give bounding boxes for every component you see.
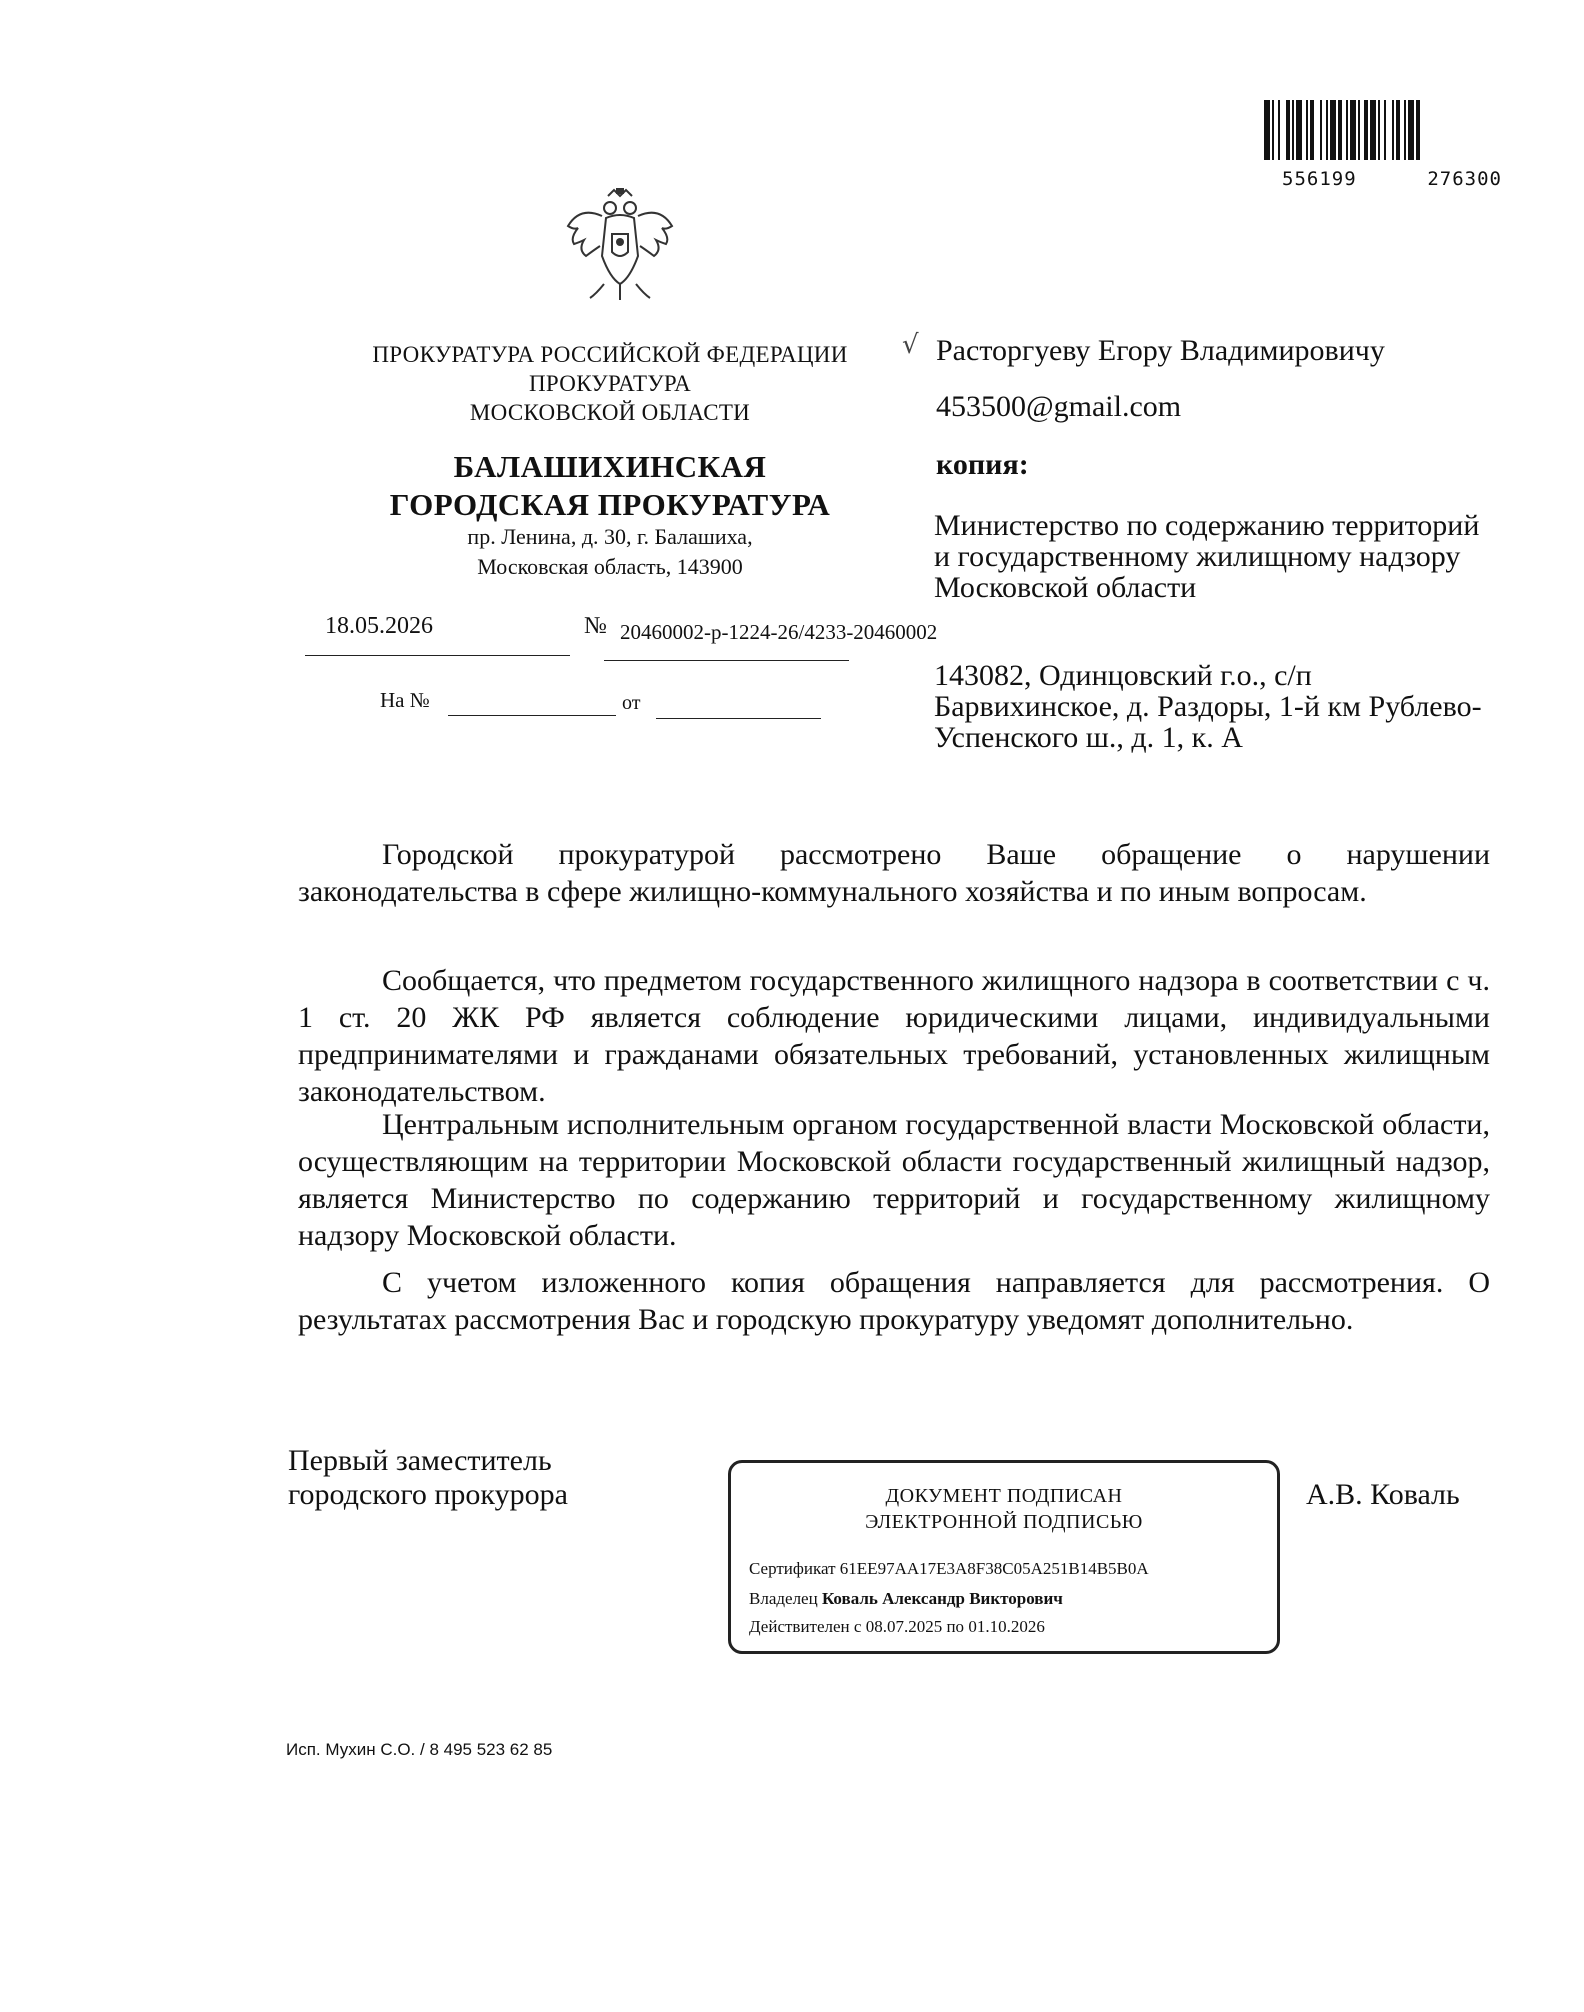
barcode-bar — [1272, 100, 1274, 160]
valid-to-label: по — [946, 1617, 965, 1636]
body-paragraph-3: Центральным исполнительным органом государственной власти Московской области, осуществляющим на территории Московской области государственный жилищный надзор, является Министерство по содержанию территорий и государственному жилищному надзору Московской области. — [298, 1108, 1490, 1252]
barcode-bar — [1338, 100, 1342, 160]
barcode-bar — [1296, 100, 1302, 160]
document-number: 20460002-р-1224-26/4233-20460002 — [620, 620, 938, 644]
barcode-bar — [1408, 100, 1414, 160]
barcode-bar — [1350, 100, 1356, 160]
barcode-bar — [1346, 100, 1348, 160]
barcode-numbers — [1282, 168, 1502, 190]
copy-label: копия: — [936, 448, 1029, 481]
org-name-line-2: ГОРОДСКАЯ ПРОКУРАТУРА — [389, 487, 831, 522]
copy-organization: Министерство по содержанию территорий и государственному жилищному надзору Московской области — [934, 509, 1480, 604]
valid-from: 08.07.2025 — [865, 1617, 943, 1636]
barcode-bar — [1378, 100, 1380, 160]
ot-blank-line — [656, 718, 821, 719]
org-address-line-1: пр. Ленина, д. 30, г. Балашиха, — [467, 524, 753, 549]
barcode-bar — [1358, 100, 1360, 160]
certificate-value: 61EE97AA17E3A8F38C05A251B14B5B0A — [839, 1559, 1149, 1578]
barcode-bar — [1326, 100, 1328, 160]
org-line-2: ПРОКУРАТУРА — [529, 371, 691, 396]
barcode-bar — [1310, 100, 1314, 160]
owner-value: Коваль Александр Викторович — [821, 1589, 1063, 1608]
barcode-bar — [1320, 100, 1322, 160]
owner-label: Владелец — [749, 1589, 818, 1608]
na-label: На № — [380, 688, 430, 712]
executor-info: Исп. Мухин С.О. / 8 495 523 62 85 — [286, 1740, 553, 1759]
electronic-signature-stamp — [728, 1460, 1280, 1654]
signatory-title-line-1: Первый заместитель — [288, 1444, 552, 1477]
org-address-line-2: Московская область, 143900 — [477, 554, 743, 579]
barcode-left-number: 556199 — [1282, 168, 1357, 190]
barcode-bar — [1306, 100, 1308, 160]
barcode-bar — [1384, 100, 1386, 160]
signatory-title-line-2: городского прокурора — [288, 1478, 568, 1511]
na-blank-line — [448, 715, 616, 716]
barcode-right-number: 276300 — [1427, 168, 1502, 190]
stamp-heading-2: ЭЛЕКТРОННОЙ ПОДПИСЬЮ — [865, 1511, 1143, 1533]
org-line-1: ПРОКУРАТУРА РОССИЙСКОЙ ФЕДЕРАЦИИ — [372, 342, 848, 367]
barcode-bar — [1330, 100, 1336, 160]
barcode-bar — [1286, 100, 1290, 160]
stamp-heading-1: ДОКУМЕНТ ПОДПИСАН — [885, 1485, 1123, 1507]
body-paragraph-4: С учетом изложенного копия обращения направляется для рассмотрения. О результатах рассмотрения Вас и городскую прокуратуру уведомят дополнительно. — [298, 1266, 1490, 1336]
recipient-email: 453500@gmail.com — [936, 390, 1182, 423]
signatory-name: А.В. Коваль — [1306, 1478, 1460, 1511]
stamp-certificate — [749, 1559, 1149, 1579]
recipient-name: Расторгуеву Егору Владимировичу — [936, 334, 1385, 367]
certificate-label: Сертификат — [749, 1559, 836, 1578]
org-name-line-1: БАЛАШИХИНСКАЯ — [453, 449, 767, 484]
stamp-owner — [749, 1589, 1063, 1609]
barcode-bar — [1370, 100, 1376, 160]
barcode-bar — [1404, 100, 1406, 160]
barcode-bar — [1364, 100, 1368, 160]
org-line-3: МОСКОВСКОЙ ОБЛАСТИ — [469, 400, 751, 425]
barcode-bar — [1264, 100, 1270, 160]
check-mark-icon: √ — [902, 330, 919, 360]
barcode-bar — [1392, 100, 1394, 160]
signatory-title — [288, 1444, 568, 1512]
body-paragraph-2: Сообщается, что предметом государственного жилищного надзора в соответствии с ч. 1 ст. 20 ЖК РФ является соблюдение юридическими лицами, индивидуальными предпринимателями и гражданами обязательных требований, установленных жилищным законодательством. — [298, 964, 1490, 1108]
barcode-bar — [1292, 100, 1294, 160]
ot-label: от — [622, 692, 641, 714]
copy-address: 143082, Одинцовский г.о., с/п Барвихинское, д. Раздоры, 1-й км Рублево-Успенского ш., д. 1, к. А — [934, 659, 1482, 754]
barcode-bar — [1278, 100, 1280, 160]
date-underline — [305, 655, 570, 656]
stamp-validity — [749, 1617, 1045, 1637]
document-date: 18.05.2026 — [325, 613, 433, 639]
valid-to: 01.10.2026 — [968, 1617, 1045, 1636]
number-underline — [604, 660, 849, 661]
barcode — [1262, 100, 1512, 160]
barcode-bar — [1396, 100, 1400, 160]
valid-label: Действителен с — [749, 1617, 862, 1636]
barcode-bar — [1416, 100, 1420, 160]
coat-of-arms-icon — [560, 186, 680, 306]
number-sign: № — [584, 613, 607, 639]
body-paragraph-1: Городской прокуратурой рассмотрено Ваше обращение о нарушении законодательства в сфере жилищно-коммунального хозяйства и по иным вопросам. — [298, 838, 1490, 908]
